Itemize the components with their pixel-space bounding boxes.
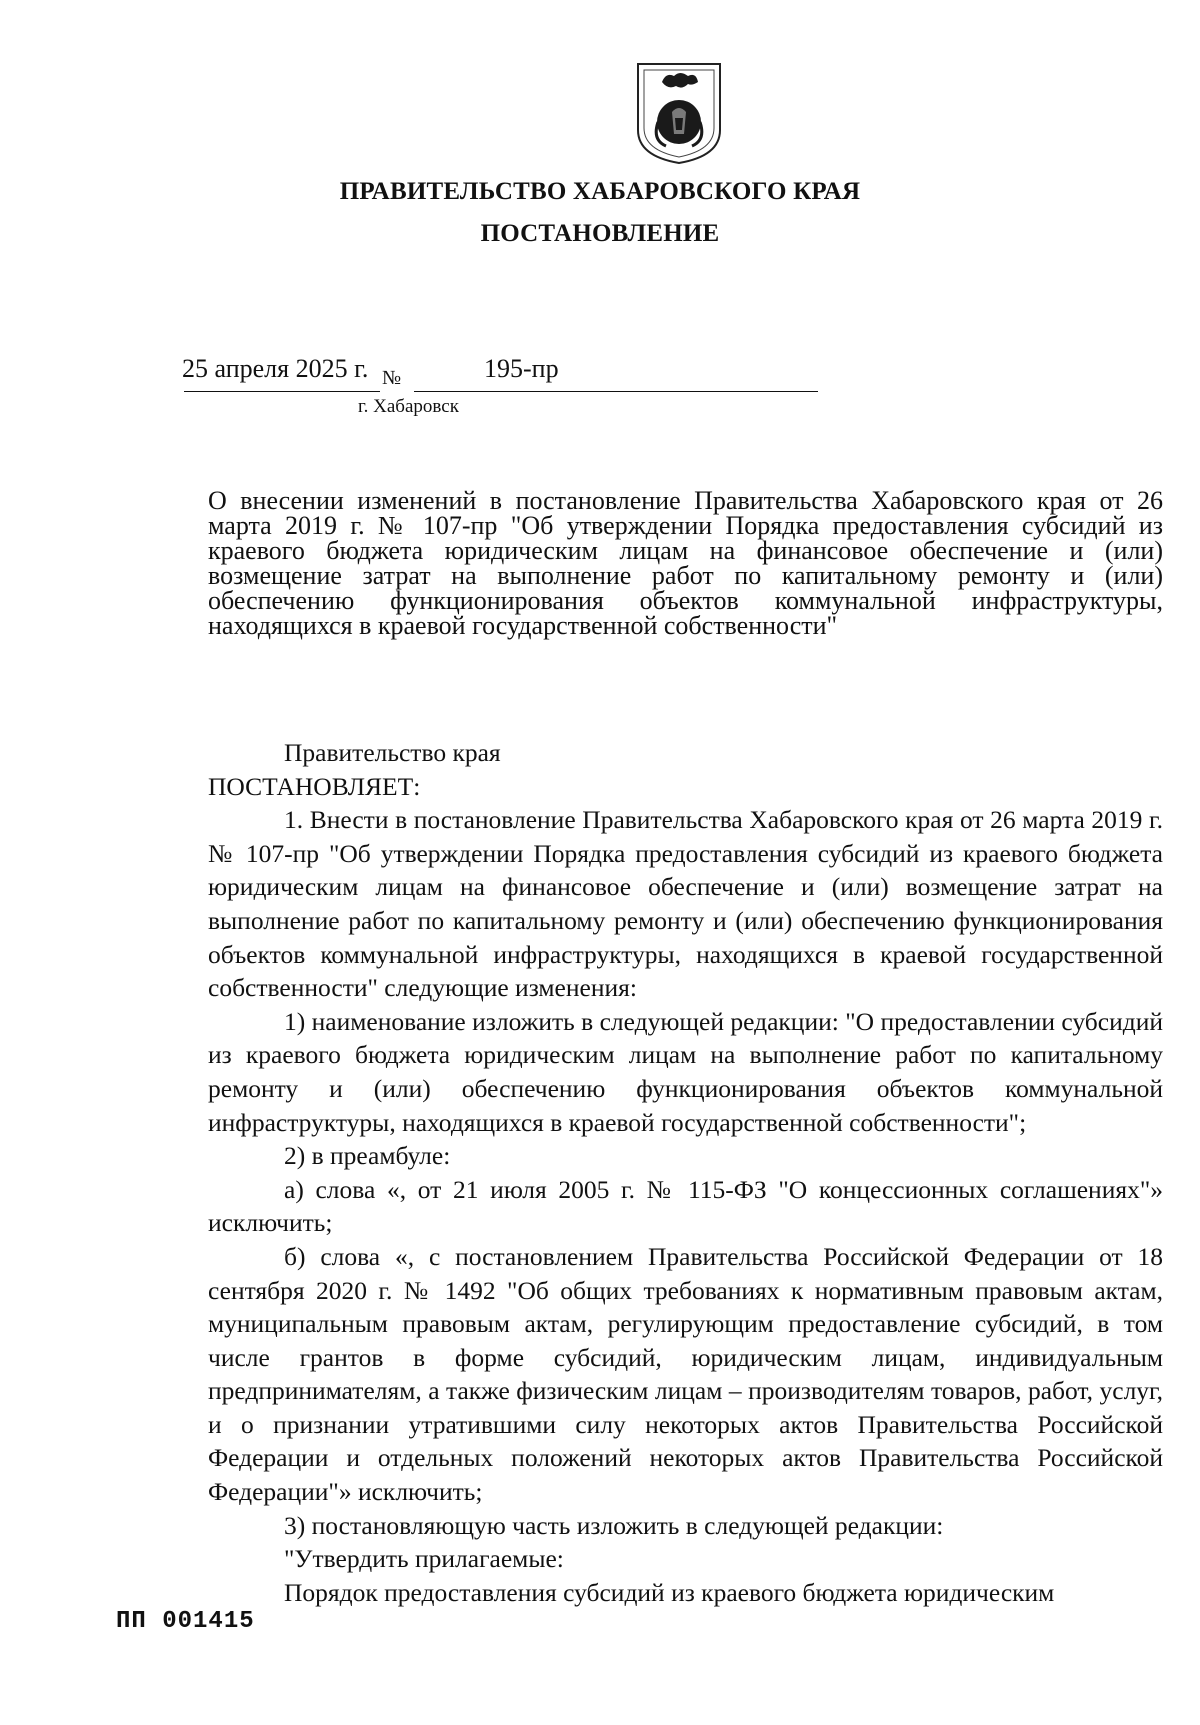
date-underline: [184, 391, 380, 392]
body-paragraph: Порядок предоставления субсидий из краевого бюджета юридическим: [284, 1577, 1055, 1607]
coat-of-arms-emblem: [632, 60, 726, 166]
issuer-line: Правительство края: [284, 738, 501, 767]
resolution-date: 25 апреля 2025 г.: [182, 354, 369, 383]
body-paragraph: б) слова «, с постановлением Правительства Российской Федерации от 18 сентября 2020 г. № 1492 "Об общих требованиях к нормативным правовым актам, муниципальным правовым актам, регулирующим предоставление субсидий, в том числе грантов в форме субсидий, юридическим лицам, индивидуальным предпринимателям, а также физическим лицам – производителям товаров, работ, услуг, и о признании утратившими силу некоторых актов Правительства Российской Федерации и отдельных положений некоторых актов Правительства Российской Федерации"» исключить;: [208, 1241, 1163, 1507]
body-paragraph: "Утвердить прилагаемые:: [284, 1544, 564, 1574]
issuing-city: г. Хабаровск: [358, 396, 459, 417]
government-name: ПРАВИТЕЛЬСТВО ХАБАРОВСКОГО КРАЯ: [339, 178, 861, 205]
resolution-body: [208, 736, 1163, 1609]
registration-line: [182, 352, 642, 392]
body-paragraph: а) слова «, от 21 июля 2005 г. № 115-ФЗ "О концессионных соглашениях"» исключить;: [208, 1174, 1163, 1238]
resolves-line: ПОСТАНОВЛЯЕТ:: [208, 771, 421, 801]
number-underline: [414, 391, 818, 392]
form-serial-code: ПП 001415: [116, 1608, 255, 1635]
resolution-subject: О внесении изменений в постановление Правительства Хабаровского края от 26 марта 2019 г. № 107-пр "Об утверждении Порядка предоставления субсидий из краевого бюджета юридическим лицам на финансовое обеспечение и (или) возмещение затрат на выполнение работ по капитальному ремонту и (или) обеспечению функционирования объектов коммунальной инфраструктуры, находящихся в краевой государственной собственности": [208, 486, 1163, 640]
body-paragraph: 1. Внести в постановление Правительства Хабаровского края от 26 марта 2019 г. № 107-пр "Об утверждении Порядка предоставления субсидий из краевого бюджета юридическим лицам на финансовое обеспечение и (или) возмещение затрат на выполнение работ по капитальному ремонту и (или) обеспечению функционирования объектов коммунальной инфраструктуры, находящихся в краевой государственной собственности" следующие изменения:: [208, 805, 1163, 1003]
body-paragraph: 3) постановляющую часть изложить в следующей редакции:: [284, 1510, 944, 1540]
resolution-number: 195-пр: [484, 354, 559, 383]
body-paragraph: 2) в преамбуле:: [284, 1141, 451, 1171]
number-sign: №: [382, 367, 402, 389]
document-type: ПОСТАНОВЛЕНИЕ: [480, 220, 720, 247]
body-paragraph: 1) наименование изложить в следующей редакции: "О предоставлении субсидий из краевого бюджета юридическим лицам на выполнение работ по капитальному ремонту и (или) обеспечению функционирования объектов коммунальной инфраструктуры, находящихся в краевой государственной собственности";: [208, 1006, 1163, 1137]
